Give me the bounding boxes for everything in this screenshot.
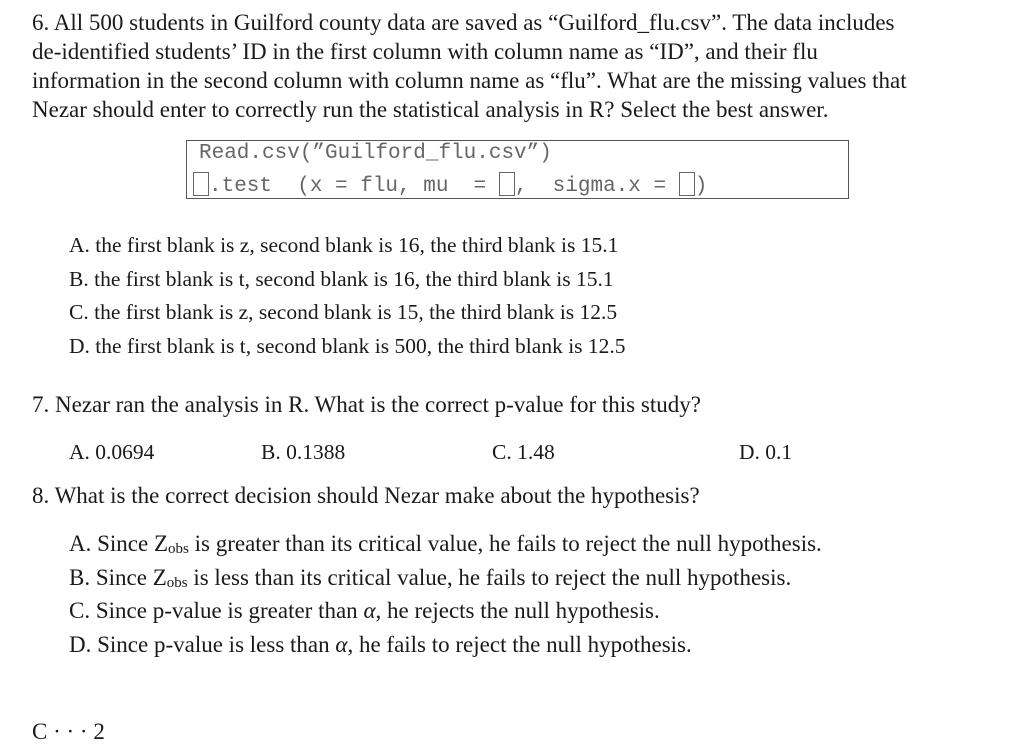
- subscript: obs: [168, 541, 189, 557]
- question-6-line: information in the second column with column name as “flu”. What are the missing values that: [32, 68, 907, 93]
- code-line-test: [193, 172, 707, 198]
- option-text: D. Since p-value is less than: [69, 631, 336, 657]
- next-question-fragment: C · · · 2: [32, 719, 105, 744]
- option-text: is less than its critical value, he fails to reject the null hypothesis.: [187, 564, 792, 590]
- question-6-line: de-identified students’ ID in the first column with column name as “ID”, and their flu: [32, 39, 818, 64]
- option-text: , he fails to reject the null hypothesis.: [347, 631, 692, 657]
- option-a[interactable]: A. 0.0694: [69, 440, 155, 464]
- question-6-line: Nezar should enter to correctly run the statistical analysis in R? Select the best answer.: [32, 97, 829, 122]
- subscript: obs: [166, 574, 188, 591]
- option-b[interactable]: [69, 561, 822, 595]
- option-text: A. Since Z: [69, 531, 169, 556]
- option-d[interactable]: D. 0.1: [739, 440, 793, 464]
- option-text: is greater than its critical value, he fails to reject the null hypothesis.: [188, 531, 822, 556]
- option-c[interactable]: C. the first blank is z, second blank is 15, the third blank is 12.5: [69, 300, 618, 324]
- option-b[interactable]: B. the first blank is t, second blank is 16, the third blank is 15.1: [69, 266, 614, 291]
- alpha-symbol: α: [363, 598, 376, 623]
- option-a[interactable]: [69, 527, 822, 561]
- r-code-box: [186, 140, 849, 199]
- code-segment: , sigma.x =: [514, 175, 679, 198]
- option-d[interactable]: D. the first blank is t, second blank is 500, the third blank is 12.5: [69, 333, 626, 358]
- option-b[interactable]: B. 0.1388: [261, 440, 346, 464]
- first-blank: [193, 172, 209, 196]
- option-text: , he rejects the null hypothesis.: [375, 598, 660, 623]
- question-8-options: [69, 527, 822, 661]
- option-text: B. Since Z: [69, 564, 167, 590]
- code-segment: .test (x = flu, mu =: [209, 175, 499, 198]
- option-c[interactable]: [69, 594, 822, 628]
- code-line-read: Read.csv(”Guilford_flu.csv”): [199, 142, 552, 165]
- code-segment: ): [694, 175, 708, 198]
- question-6-text: [32, 8, 997, 124]
- option-a[interactable]: A. the first blank is z, second blank is 16, the third blank is 15.1: [69, 233, 619, 257]
- question-6-line: 6. All 500 students in Guilford county data are saved as “Guilford_flu.csv”. The data includes: [32, 10, 895, 35]
- second-blank: [499, 172, 515, 196]
- option-d[interactable]: [69, 628, 822, 662]
- option-text: C. Since p-value is greater than: [69, 598, 364, 623]
- alpha-symbol: α: [335, 631, 348, 657]
- option-c[interactable]: C. 1.48: [492, 440, 555, 464]
- question-7-text: 7. Nezar ran the analysis in R. What is the correct p-value for this study?: [32, 392, 701, 417]
- question-6-options: [69, 229, 626, 363]
- question-8-text: 8. What is the correct decision should Nezar make about the hypothesis?: [32, 483, 700, 508]
- third-blank: [679, 172, 695, 196]
